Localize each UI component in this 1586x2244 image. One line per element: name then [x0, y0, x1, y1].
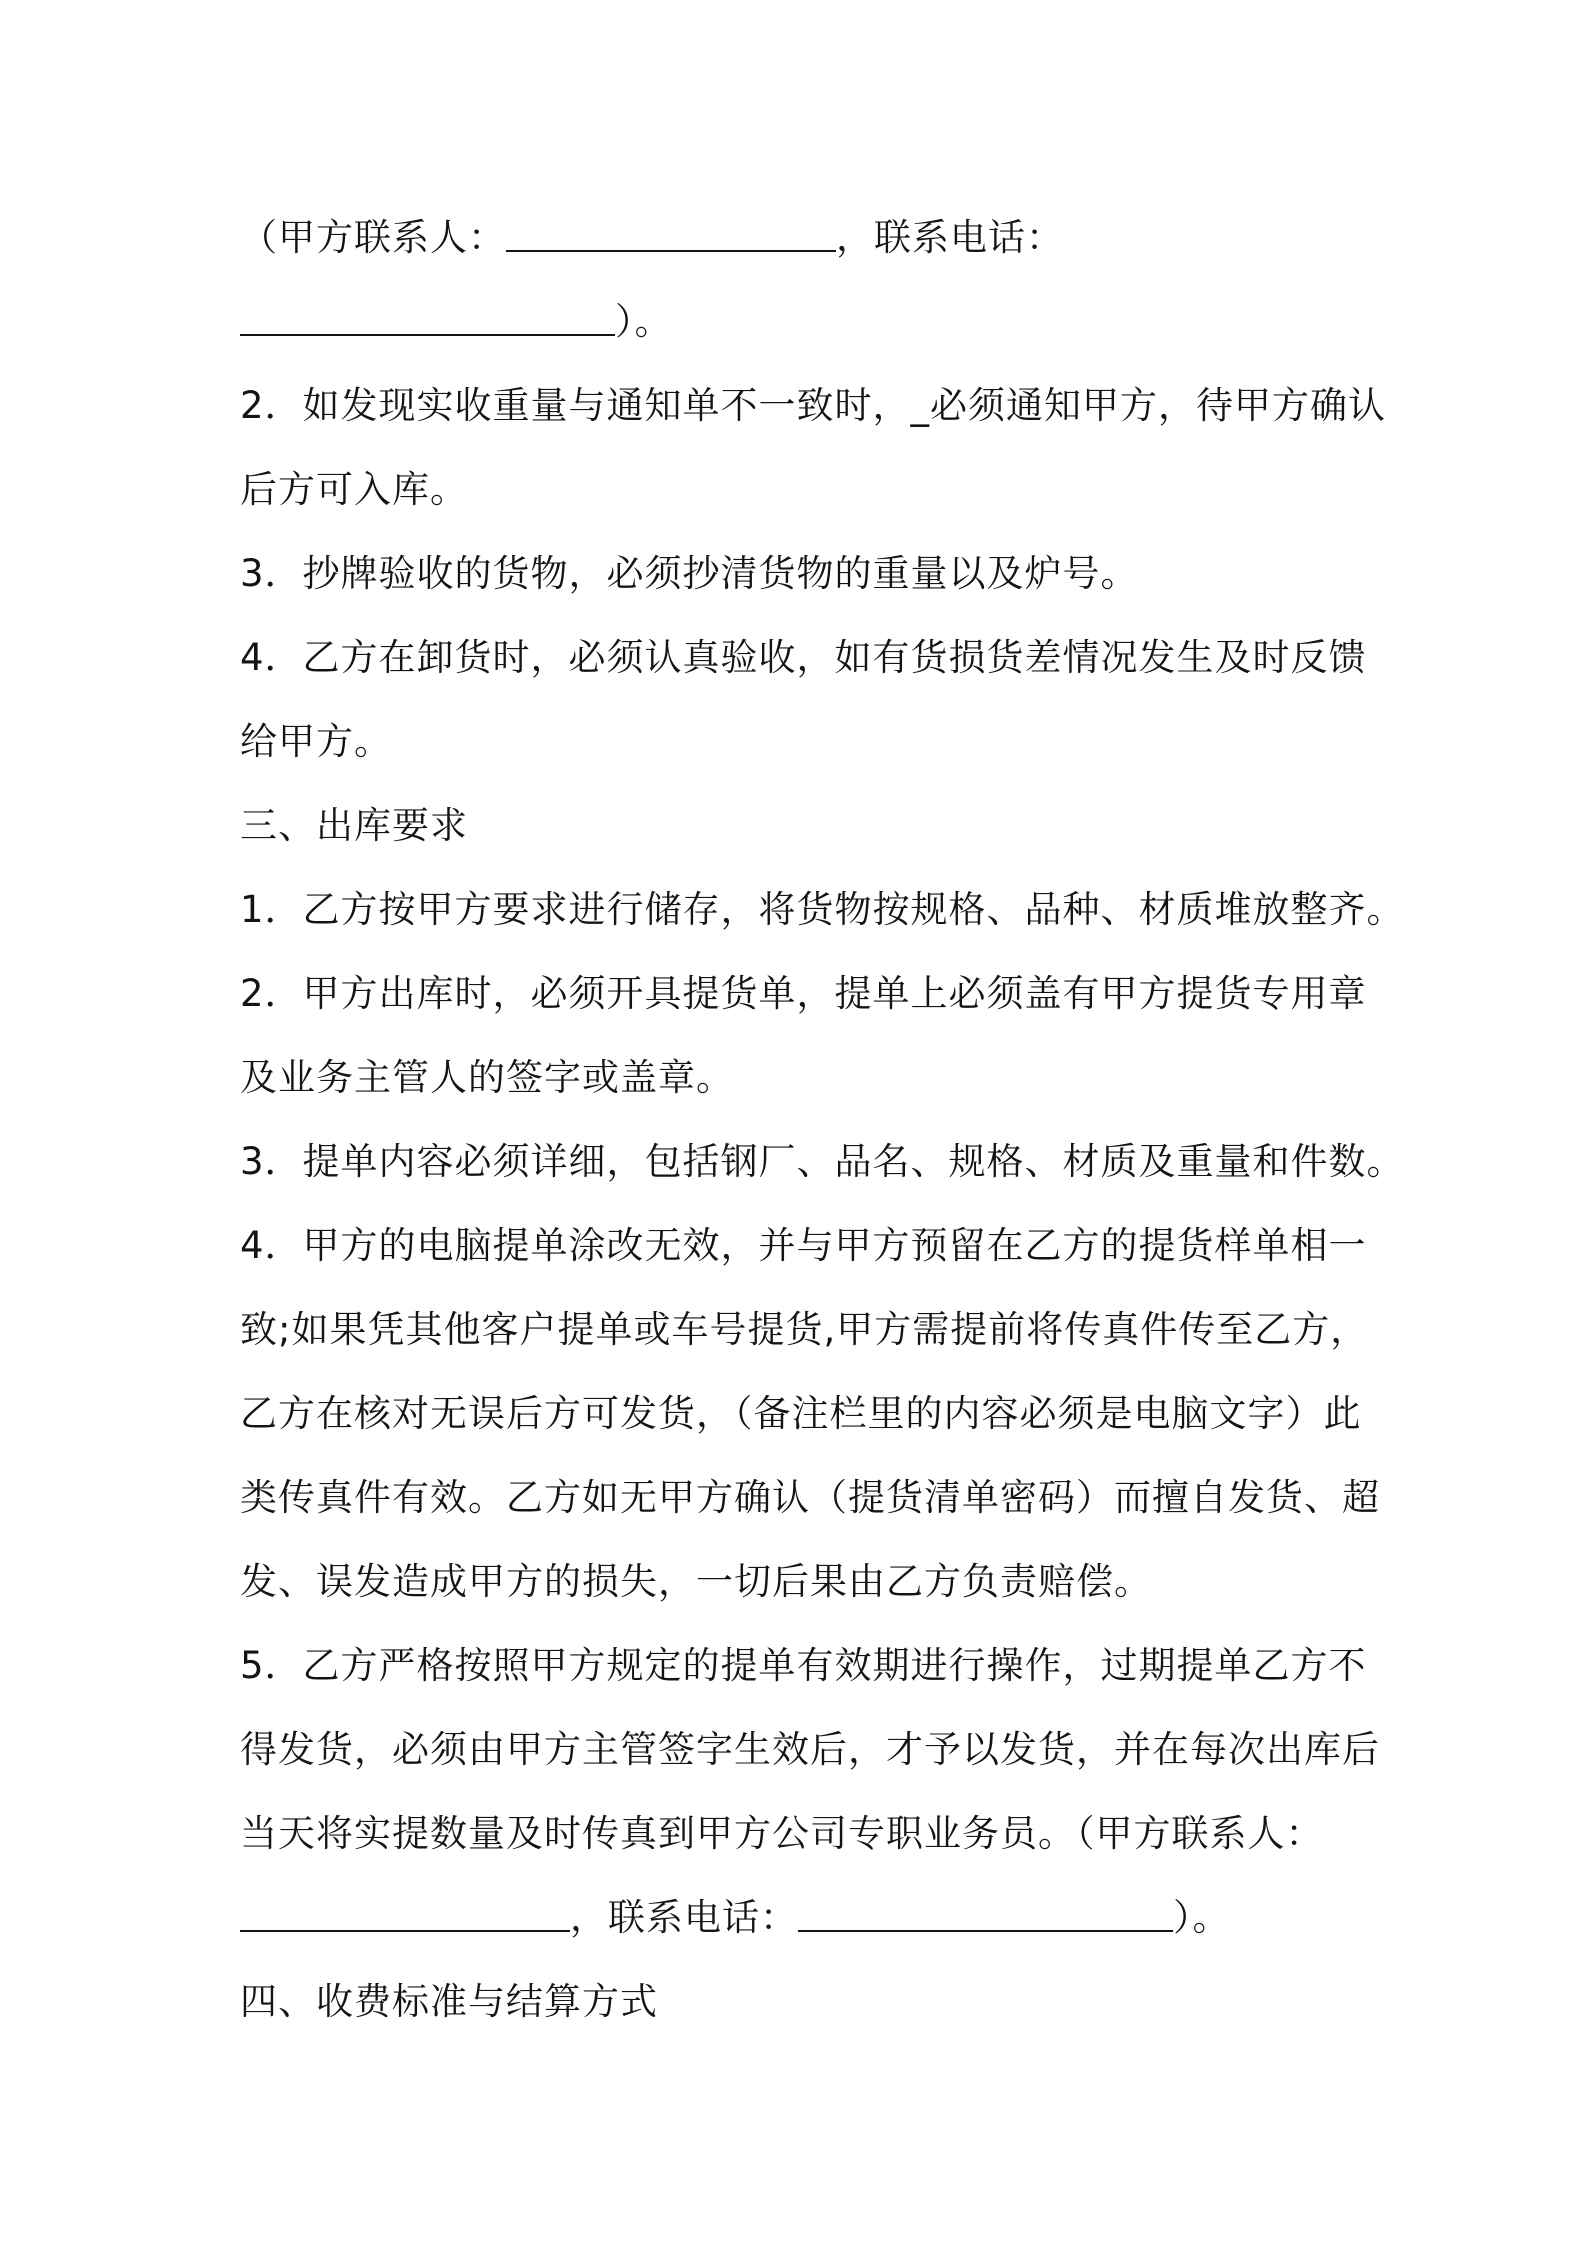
phone-label: ，联系电话： [836, 216, 1064, 259]
clause-3-2: 2．甲方出库时，必须开具提货单，提单上必须盖有甲方提货专用章 [240, 972, 1367, 1015]
closing-paren-2: ）。 [1173, 1896, 1231, 1939]
clause-3-5: 5．乙方严格按照甲方规定的提单有效期进行操作，过期提单乙方不 [240, 1644, 1367, 1687]
section-4-heading: 四、收费标准与结算方式 [240, 1980, 658, 2023]
clause-2-4: 4．乙方在卸货时，必须认真验收，如有货损货差情况发生及时反馈 [240, 636, 1367, 679]
clause-2-4-cont: 给甲方。 [240, 720, 392, 763]
document-body [240, 196, 1405, 2044]
closing-paren: ）。 [615, 300, 673, 343]
contact-line-3 [240, 1876, 1380, 1960]
contact-line-2 [240, 280, 1380, 364]
contact-name-blank-2 [240, 1900, 570, 1932]
clause-2-2: 2．如发现实收重量与通知单不一致时，_必须通知甲方，待甲方确认 [240, 384, 1387, 427]
clause-3-5-cont-1: 得发货，必须由甲方主管签字生效后，才予以发货，并在每次出库后 [240, 1728, 1380, 1771]
clause-3-4-cont-3: 类传真件有效。乙方如无甲方确认（提货清单密码）而擅自发货、超 [240, 1476, 1380, 1519]
contact-name-blank [506, 220, 836, 252]
clause-3-1: 1．乙方按甲方要求进行储存，将货物按规格、品种、材质堆放整齐。 [240, 888, 1405, 931]
clause-2-2-cont: 后方可入库。 [240, 468, 468, 511]
section-3-heading: 三、出库要求 [240, 804, 468, 847]
clause-3-3: 3．提单内容必须详细，包括钢厂、品名、规格、材质及重量和件数。 [240, 1140, 1405, 1183]
clause-3-5-cont-2: 当天将实提数量及时传真到甲方公司专职业务员。（甲方联系人： [240, 1812, 1324, 1855]
contact-phone-blank-2 [798, 1900, 1173, 1932]
contact-label: （甲方联系人： [240, 216, 506, 259]
clause-3-2-cont: 及业务主管人的签字或盖章。 [240, 1056, 734, 1099]
clause-3-4-cont-2: 乙方在核对无误后方可发货，（备注栏里的内容必须是电脑文字）此 [240, 1392, 1362, 1435]
clause-3-4-cont-4: 发、误发造成甲方的损失，一切后果由乙方负责赔偿。 [240, 1560, 1152, 1603]
clause-3-4: 4．甲方的电脑提单涂改无效，并与甲方预留在乙方的提货样单相一 [240, 1224, 1367, 1267]
contact-phone-blank [240, 304, 615, 336]
contact-line-1 [240, 196, 1380, 280]
phone-label-2: ，联系电话： [570, 1896, 798, 1939]
clause-3-4-cont-1: 致;如果凭其他客户提单或车号提货,甲方需提前将传真件传至乙方， [240, 1308, 1369, 1351]
clause-2-3: 3．抄牌验收的货物，必须抄清货物的重量以及炉号。 [240, 552, 1139, 595]
